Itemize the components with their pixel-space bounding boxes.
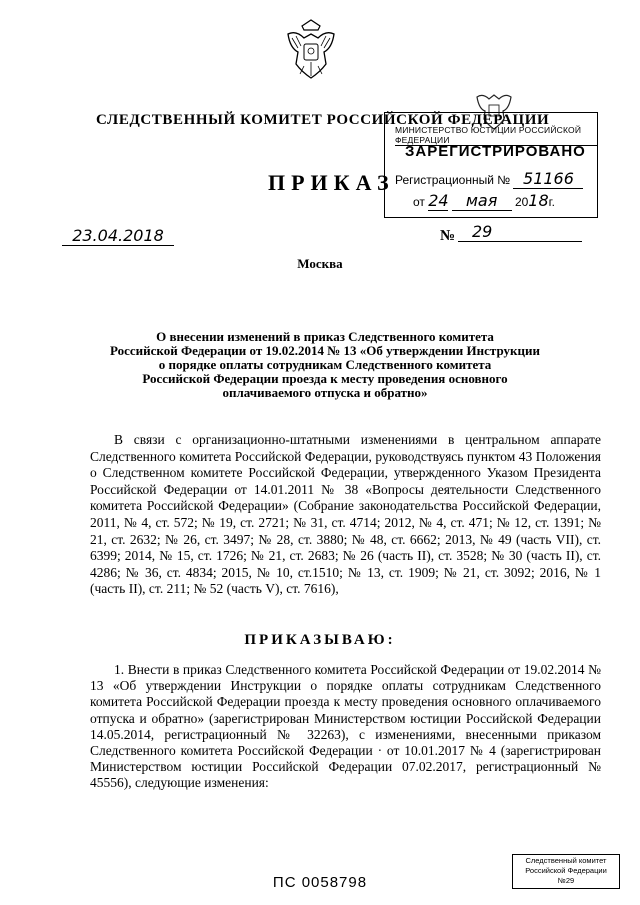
stamp-month: мая [452, 191, 512, 211]
stamp-year-suffix: 18 [528, 191, 549, 210]
organization-name: СЛЕДСТВЕННЫЙ КОМИТЕТ РОССИЙСКОЙ ФЕДЕРАЦИИ [96, 112, 550, 128]
heading-line: О внесении изменений в приказ Следственного комитета [156, 329, 494, 344]
order-number-label: № [440, 228, 456, 244]
stamp-year-end: г. [548, 195, 555, 209]
order-word: ПРИКАЗЫВАЮ: [244, 632, 396, 648]
item-1-text: 1. Внести в приказ Следственного комитета Российской Федерации от 19.02.2014 № 13 «Об утверждении Инструкции о порядке оплаты сотрудникам Следственного комитета Российской Федерации проезда к месту проведения основного оплачиваемого отпуска и обратно» (зарегистрирован Министерством юстиции Российской Федерации 14.05.2014, регистрационный № 32263), с изменениями, внесенными приказом Следственного комитета Российской Федерации · от 10.01.2017 № 4 (зарегистрирован Министерством юстиции Российской Федерации 07.02.2017, регистрационный № 45556), следующие изменения: [90, 662, 601, 791]
stamp-date-line [413, 191, 555, 211]
registry-box-line3: №29 [557, 876, 575, 885]
city: Москва [297, 256, 343, 271]
coat-of-arms-icon [282, 18, 340, 82]
stamp-reg-line [395, 169, 583, 189]
stamp-reg-number: 51166 [513, 169, 583, 189]
stamp-day: 24 [428, 191, 449, 210]
preamble-text: В связи с организационно-штатными изменениями в центральном аппарате Следственного комитета Российской Федерации, руководствуясь пунктом 43 Положения о Следственном комитете Российской Федерации, утвержденного Указом Президента Российской Федерации от 14.01.2011 № 38 «Вопросы деятельности Следственного комитета Российской Федерации» (Собрание законодательства Российской Федерации, 2011, № 4, ст. 572; № 19, ст. 2721; № 31, ст. 4714; 2012, № 4, ст. 471; № 12, ст. 1391; № 21, ст. 2632; № 26, ст. 3497; № 28, ст. 3880; № 48, ст. 6662; 2013, № 49 (часть VII), ст. 6399; 2014, № 15, ст. 1726; № 21, ст. 2683; № 26 (часть II), ст. 3528; № 30 (часть II), ст. 4286; № 36, ст. 4834; 2015, № 10, ст.1510; № 13, ст. 1909; № 21, ст. 3092; 2016, № 1 (часть II), ст. 211; № 52 (часть V), ст. 7616), [90, 432, 601, 597]
stamp-from-label: от [413, 195, 425, 209]
document-title: ПРИКАЗ [268, 170, 395, 195]
stamp-status: ЗАРЕГИСТРИРОВАНО [405, 143, 586, 160]
order-date: 23.04.2018 [62, 226, 174, 246]
order-heading [70, 330, 580, 400]
heading-line: о порядке оплаты сотрудникам Следственного комитета [158, 357, 492, 372]
heading-line: оплачиваемого отпуска и обратно» [222, 385, 428, 400]
preamble-block [90, 432, 601, 598]
registration-stamp [384, 112, 598, 218]
item-1-block [90, 662, 601, 792]
serial-number: ПС 0058798 [272, 874, 368, 891]
registry-box-line1: Следственный комитет [525, 856, 607, 865]
stamp-reg-label: Регистрационный № [395, 173, 511, 187]
stamp-year-prefix: 20 [514, 195, 529, 209]
stamp-ministry: МИНИСТЕРСТВО ЮСТИЦИИ РОССИЙСКОЙ ФЕДЕРАЦИИ [395, 125, 597, 146]
heading-line: Российской Федерации проезда к месту проведения основного [142, 371, 508, 386]
registry-box-line2: Российской Федерации [525, 866, 607, 875]
order-number: 29 [458, 222, 582, 242]
heading-line: Российской Федерации от 19.02.2014 № 13 «Об утверждении Инструкции [109, 343, 540, 358]
